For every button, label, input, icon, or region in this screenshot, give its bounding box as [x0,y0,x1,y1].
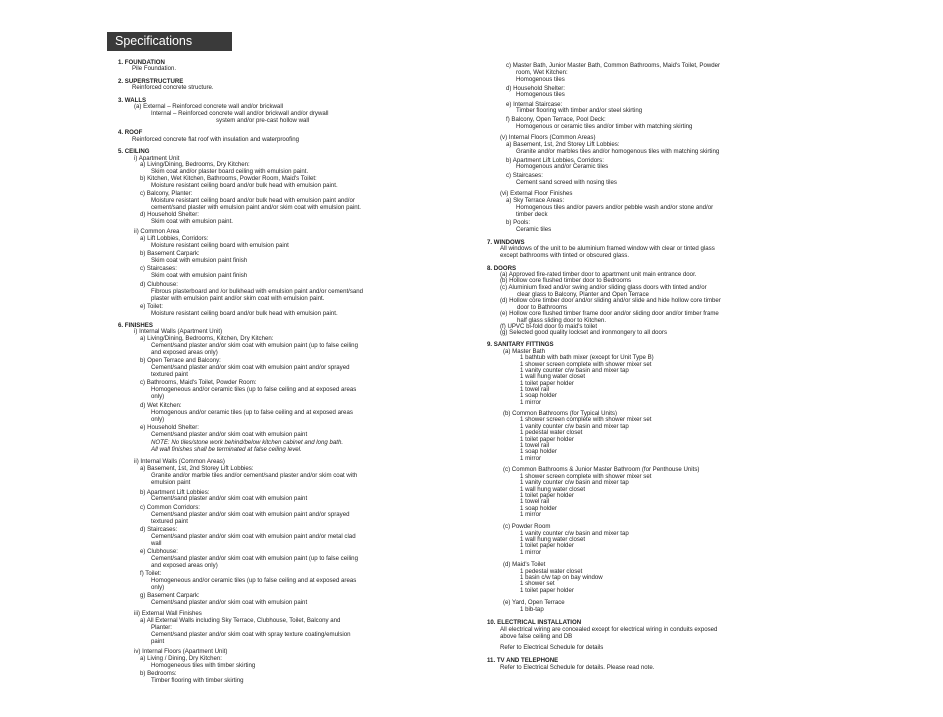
left-text-line: e) Toilet: [140,303,163,310]
left-text-line: Homogeneous tiles with timber skirting [151,662,256,669]
right-text-line: 1 pedestal water closet [520,429,583,436]
left-text-line: Skim coat and/or plaster board ceiling with emulsion paint. [151,168,309,175]
right-text-line: clear glass to Balcony, Planter and Open Terrace [517,291,649,298]
left-text-line: iii) External Wall Finishes [134,610,202,617]
left-section-heading: 5. CEILING [118,148,150,155]
right-text-line: 1 vanity counter c/w basin and mixer tap [520,423,629,430]
left-text-line: a) All External Walls including Sky Terrace, Clubhouse, Toilet, Balcony and [140,617,341,624]
right-text-line: 1 wall hung water closet [520,536,586,543]
right-text-line: f) Balcony, Open Terrace, Pool Deck: [506,116,606,123]
left-section-heading: 3. WALLS [118,97,147,104]
right-text-line: 1 toilet paper holder [520,380,574,387]
right-text-line: 1 vanity counter c/w basin and mixer tap [520,530,629,537]
left-text-line: Granite and/or marble tiles and/or cement/sand plaster and/or skim coat with [151,472,358,479]
left-text-line: Moisture resistant ceiling board with emulsion paint [151,242,289,249]
right-text-line: Granite and/or marbles tiles and/or homogenous tiles with matching skirting [516,148,720,155]
left-text-line: cement/sand plaster with emulsion paint and/or skim coat with emulsion paint. [151,204,361,211]
left-text-line: Homogenous and/or ceramic tiles (up to false ceiling and at exposed areas [151,409,353,416]
right-text-line: Homogenous tiles [516,91,565,98]
right-text-line: 1 toilet paper holder [520,587,574,594]
right-text-line: 1 toilet paper holder [520,436,574,443]
right-text-line: Refer to Electrical Schedule for details. Please read note. [500,664,655,671]
left-text-line: only) [151,393,165,400]
left-text-line: c) Balcony, Planter: [140,190,193,197]
right-text-line: (v) Internal Floors (Common Areas) [500,134,596,141]
left-text-line: ii) Internal Walls (Common Areas) [134,458,225,465]
left-text-line: b) Apartment Lift Lobbies: [140,489,210,496]
right-text-line: All electrical wiring are concealed except for electrical wiring in conduits exposed [500,626,718,633]
right-text-line: Cement sand screed with nosing tiles [516,179,617,186]
left-text-line: Planter: [151,624,173,631]
left-text-line: Skim coat with emulsion paint finish [151,257,248,264]
left-text-line: plaster with emulsion paint and/or skim coat with emulsion paint. [151,295,325,302]
left-text-line: b) Kitchen, Wet Kitchen, Bathrooms, Powder Room, Maid's Toilet: [140,175,317,182]
right-text-line: 1 towel rail [520,442,550,449]
left-text-line: Fibrous plasterboard and /or bulkhead with emulsion paint and/or cement/sand [151,288,364,295]
left-text-line: Cement/sand plaster and/or skim coat with emulsion paint [151,495,308,502]
left-text-line: Cement/sand plaster and/or skim coat with emulsion paint [151,431,308,438]
left-text-line: Cement/sand plaster and/or skim coat with emulsion paint and/or sprayed [151,511,350,518]
left-text-line: a) Basement, 1st, 2nd Storey Lift Lobbies: [140,465,254,472]
left-text-line: (a) External – Reinforced concrete wall and/or brickwall [134,103,284,110]
left-section-heading: 2. SUPERSTRUCTURE [118,78,184,85]
left-text-line: Internal – Reinforced concrete wall and/or brickwall and/or drywall [151,110,329,117]
right-section-heading: 10. ELECTRICAL INSTALLATION [487,619,582,626]
left-text-line: Skim coat with emulsion paint finish [151,272,248,279]
left-text-line: only) [151,584,165,591]
left-text-line: c) Bathrooms, Maid's Toilet, Powder Room: [140,379,257,386]
right-text-line: 1 towel rail [520,386,550,393]
left-text-line: All wall finishes shall be terminated at false ceiling level. [151,446,302,453]
right-text-line: 1 pedestal water closet [520,568,583,575]
right-text-line: All windows of the unit to be aluminium framed window with clear or tinted glass [500,245,715,252]
left-text-line: Reinforced concrete flat roof with insulation and waterproofing [132,136,299,143]
right-section-heading: 11. TV AND TELEPHONE [487,657,559,664]
left-text-line: Cement/sand plaster and/or skim coat with emulsion paint (up to false ceiling [151,555,358,562]
left-text-line: Homogeneous and/or ceramic tiles (up to false ceiling and at exposed areas [151,577,357,584]
left-text-line: iv) Internal Floors (Apartment Unit) [134,648,228,655]
left-text-line: b) Bedrooms: [140,670,177,677]
left-text-line: Skim coat with emulsion paint. [151,218,233,225]
left-text-line: a) Living/Dining, Bedrooms, Dry Kitchen: [140,161,250,168]
right-text-line: a) Sky Terrace Areas: [506,197,565,204]
left-text-line: NOTE: No tiles/stone work behind/below kitchen cabinet and long bath. [151,439,344,446]
left-text-line: textured paint [151,518,188,525]
right-text-line: Homogenous tiles [516,76,565,83]
right-text-line: except bathrooms with tinted or obscured glass. [500,252,630,259]
right-text-line: Homogenous or ceramic tiles and/or timber with matching skirting [516,123,693,130]
right-text-line: 1 vanity counter c/w basin and mixer tap [520,367,629,374]
right-text-line: 1 shower screen complete with shower mixer set [520,473,652,480]
left-section-heading: 4. ROOF [118,129,143,136]
left-text-line: textured paint [151,371,188,378]
left-text-line: a) Living/Dining, Bedrooms, Kitchen, Dry Kitchen: [140,335,274,342]
right-text-line: (f) UPVC bi-fold door to maid's toilet [500,323,598,330]
right-text-line: Refer to Electrical Schedule for details [500,644,604,651]
left-text-line: Cement/sand plaster and/or skim coat with emulsion paint and/or sprayed [151,364,350,371]
right-text-line: (a) Master Bath [503,348,545,355]
right-text-line: 1 toilet paper holder [520,542,574,549]
left-text-line: d) Clubhouse: [140,281,178,288]
left-text-line: system and/or pre-cast hollow wall [216,117,310,124]
left-text-line: i) Internal Walls (Apartment Unit) [134,328,223,335]
left-text-line: d) Household Shelter: [140,211,199,218]
right-text-line: (d) Maid's Toilet [503,561,546,568]
right-text-line: e) Internal Staircase: [506,101,563,108]
right-text-line: 1 shower set [520,580,555,587]
page-title: Specifications [107,32,232,51]
right-text-line: (e) Yard, Open Terrace [503,599,565,606]
right-text-line: 1 soap holder [520,505,557,512]
left-text-line: emulsion paint [151,479,191,486]
right-text-line: 1 toilet paper holder [520,492,574,499]
left-text-line: c) Staircases: [140,265,177,272]
right-section-heading: 8. DOORS [487,265,517,272]
left-text-line: g) Basement Carpark: [140,592,200,599]
right-section-heading: 9. SANITARY FITTINGS [487,341,554,348]
right-text-line: 1 mirror [520,455,541,462]
right-text-line: (vi) External Floor Finishes [500,190,573,197]
right-text-line: 1 bathtub with bath mixer (except for Unit Type B) [520,354,654,361]
right-text-line: Ceramic tiles [516,226,552,233]
right-text-line: Homogenous tiles and/or pavers and/or pebble wash and/or stone and/or [516,204,714,211]
left-section-heading: 1. FOUNDATION [118,59,165,66]
left-text-line: f) Toilet: [140,570,162,577]
left-text-line: Timber flooring with timber skirting [151,677,244,684]
right-text-line: 1 soap holder [520,448,557,455]
left-text-line: d) Staircases: [140,526,178,533]
right-text-line: (c) Aluminium fixed and/or swing and/or sliding glass doors with tinted and/or [500,284,707,291]
right-text-line: timber deck [516,211,548,218]
right-text-line: b) Apartment Lift Lobbies, Corridors: [506,157,604,164]
left-text-line: e) Household Shelter: [140,424,199,431]
right-text-line: c) Staircases: [506,172,543,179]
right-section-heading: 7. WINDOWS [487,239,525,246]
right-text-line: above false ceiling and DB [500,633,573,640]
left-text-line: a) Living / Dining, Dry Kitchen: [140,655,222,662]
left-text-line: ii) Common Area [134,228,180,235]
left-text-line: Homogeneous and/or ceramic tiles (up to false ceiling and at exposed areas [151,386,357,393]
right-text-line: b) Pools: [506,219,531,226]
right-text-line: (a) Approved fire-rated timber door to apartment unit main entrance door. [500,271,697,278]
left-text-line: i) Apartment Unit [134,155,180,162]
right-text-line: half glass sliding door to Kitchen. [517,317,607,324]
right-text-line: (e) Hollow core flushed timber frame door and/or sliding door and/or timber frame [500,310,719,317]
right-text-line: door to Bathrooms [517,304,568,311]
left-text-line: Cement/sand plaster and/or skim coat with spray texture coating/emulsion [151,631,351,638]
right-text-line: (c) Powder Room [503,523,551,530]
right-text-line: 1 mirror [520,511,541,518]
right-text-line: 1 towel rail [520,498,550,505]
left-text-line: b) Basement Carpark: [140,250,200,257]
left-text-line: paint [151,638,165,645]
right-text-line: (g) Selected good quality lockset and ironmongery to all doors [500,329,667,336]
left-section-heading: 6. FINISHES [118,322,153,329]
right-text-line: d) Household Shelter: [506,85,565,92]
right-text-line: 1 wall hung water closet [520,486,586,493]
left-text-line: wall [151,540,162,547]
right-text-line: (c) Common Bathrooms & Junior Master Bathroom (for Penthouse Units) [503,466,700,473]
left-text-line: a) Lift Lobbies, Corridors: [140,235,209,242]
left-text-line: Moisture resistant ceiling board and/or bulk head with emulsion paint. [151,310,338,317]
right-text-line: 1 shower screen complete with shower mixer set [520,416,652,423]
right-text-line: Homogenous and/or Ceramic tiles [516,163,609,170]
left-text-line: only) [151,416,165,423]
left-text-line: and exposed areas only) [151,562,218,569]
right-text-line: room, Wet Kitchen: [516,69,568,76]
right-text-line: 1 bib-tap [520,606,544,613]
right-text-line: c) Master Bath, Junior Master Bath, Common Bathrooms, Maid's Toilet, Powder [506,62,721,69]
left-text-line: and exposed areas only) [151,349,218,356]
left-text-line: Moisture resistant ceiling board and/or bulk head with emulsion paint. [151,182,338,189]
right-text-line: a) Basement, 1st, 2nd Storey Lift Lobbies: [506,141,620,148]
right-text-line: 1 mirror [520,399,541,406]
left-text-line: Reinforced concrete structure. [132,84,214,91]
right-text-line: 1 soap holder [520,392,557,399]
left-text-line: b) Open Terrace and Balcony: [140,357,221,364]
left-text-line: Cement/sand plaster and/or skim coat with emulsion paint (up to false ceiling [151,342,358,349]
right-text-line: 1 shower screen complete with shower mixer set [520,361,652,368]
left-text-line: Cement/sand plaster and/or skim coat with emulsion paint [151,599,308,606]
left-text-line: e) Clubhouse: [140,548,178,555]
right-text-line: 1 vanity counter c/w basin and mixer tap [520,479,629,486]
right-text-line: 1 basin c/w tap on bay window [520,574,603,581]
left-text-line: c) Common Corridors: [140,504,200,511]
left-text-line: Moisture resistant ceiling board and/or bulk head with emulsion paint and/or [151,197,355,204]
right-text-line: 1 wall hung water closet [520,373,586,380]
right-text-line: 1 mirror [520,549,541,556]
left-text-line: d) Wet Kitchen: [140,402,182,409]
right-text-line: (b) Common Bathrooms (for Typical Units) [503,410,618,417]
right-text-line: (b) Hollow core flushed timber door to Bedrooms [500,277,632,284]
right-text-line: Timber flooring with timber and/or steel skirting [516,107,643,114]
left-text-line: Pile Foundation. [132,65,177,72]
left-text-line: Cement/sand plaster and/or skim coat with emulsion paint and/or metal clad [151,533,356,540]
right-text-line: (d) Hollow core timber door and/or sliding and/or slide and hide hollow core timber [500,297,721,304]
